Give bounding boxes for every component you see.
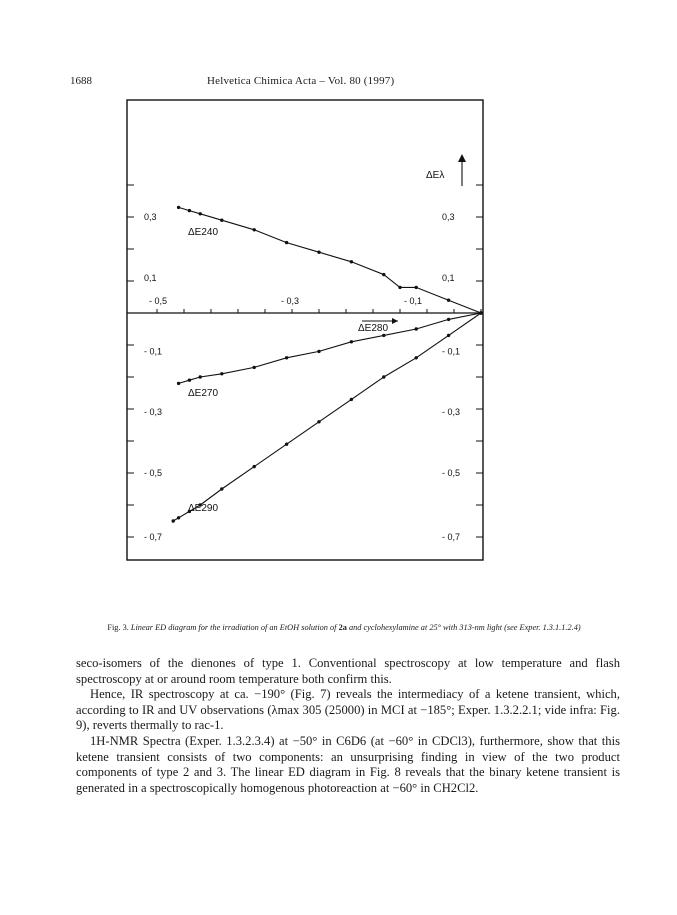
data-point — [447, 318, 450, 321]
series-line-ΔE290 — [173, 313, 481, 521]
data-point — [177, 206, 180, 209]
data-point — [220, 372, 223, 375]
x-axis-arrowhead — [392, 318, 398, 324]
x-axis-label: ΔE280 — [358, 323, 389, 334]
paragraph-1: seco-isomers of the dienones of type 1. Conventional spectroscopy at low temperature and flash spectroscopy at or around room temperature both confirm this. — [76, 656, 620, 686]
plot-labels — [144, 154, 466, 542]
x-tick-label: - 0,1 — [404, 296, 423, 306]
data-point — [253, 366, 256, 369]
y-tick-label-left: - 0,7 — [144, 532, 163, 542]
series-line-ΔE240 — [179, 207, 481, 313]
data-point — [177, 516, 180, 519]
data-point — [220, 487, 223, 490]
data-point — [317, 420, 320, 423]
data-point — [447, 299, 450, 302]
data-point — [199, 375, 202, 378]
data-point — [188, 379, 191, 382]
journal-title: Helvetica Chimica Acta – Vol. 80 (1997) — [207, 75, 395, 87]
data-point — [172, 519, 175, 522]
series-line-ΔE270 — [179, 313, 481, 383]
caption-prefix: Fig. 3. — [107, 623, 129, 632]
plot-frame — [127, 100, 483, 560]
x-tick-label: - 0,3 — [281, 296, 300, 306]
data-point — [285, 443, 288, 446]
series-label: ΔE270 — [188, 388, 219, 399]
y-axis-arrowhead — [458, 154, 466, 162]
data-point — [188, 209, 191, 212]
data-point — [447, 334, 450, 337]
figure-caption — [70, 622, 618, 634]
data-point — [350, 398, 353, 401]
y-tick-label-right: - 0,1 — [442, 346, 461, 357]
data-point — [317, 251, 320, 254]
caption-ref: Exper. 1.3.1.1.2.4) — [519, 623, 581, 632]
page-number: 1688 — [70, 75, 92, 87]
data-point — [415, 286, 418, 289]
data-point — [382, 334, 385, 337]
y-tick-label-right: 0,3 — [442, 212, 455, 222]
data-point — [285, 356, 288, 359]
data-point — [285, 241, 288, 244]
y-tick-label-right: - 0,7 — [442, 532, 461, 542]
data-point — [382, 375, 385, 378]
series-label: ΔE290 — [188, 503, 219, 514]
y-tick-label-right: 0,1 — [442, 272, 455, 283]
y-tick-label-right: - 0,5 — [442, 468, 461, 478]
data-point — [220, 219, 223, 222]
caption-text: Linear ED diagram for the irradiation of an EtOH solution of — [130, 623, 337, 632]
data-point — [177, 382, 180, 385]
plot-axes — [127, 185, 483, 537]
y-tick-label-left: 0,3 — [144, 212, 157, 222]
y-tick-label-left: - 0,1 — [144, 346, 163, 357]
data-point — [253, 465, 256, 468]
series-label: ΔE240 — [188, 227, 219, 238]
body-text — [76, 656, 620, 796]
y-tick-label-left: - 0,5 — [144, 468, 163, 478]
data-point — [398, 286, 401, 289]
caption-compound: 2a — [338, 623, 347, 632]
x-tick-label: - 0,5 — [149, 296, 168, 306]
y-tick-label-left: 0,1 — [144, 272, 157, 283]
data-point — [199, 212, 202, 215]
data-point — [479, 311, 482, 314]
y-tick-label-right: - 0,3 — [442, 407, 461, 418]
data-point — [350, 340, 353, 343]
data-point — [350, 260, 353, 263]
data-point — [415, 327, 418, 330]
data-point — [415, 356, 418, 359]
y-tick-label-left: - 0,3 — [144, 407, 163, 418]
plot-series — [172, 206, 483, 523]
paragraph-2: Hence, IR spectroscopy at ca. −190° (Fig. 7) reveals the intermediacy of a ketene transient, which, according to IR and UV observations (λmax 305 (25000) in MCI at −185°; Exper. 1.3.2.2.1; vide infra: Fig. 9), reverts thermally to rac-1. — [76, 687, 620, 733]
data-point — [253, 228, 256, 231]
y-axis-label: ΔEλ — [426, 170, 445, 181]
data-point — [382, 273, 385, 276]
paragraph-3: 1H-NMR Spectra (Exper. 1.3.2.3.4) at −50° in C6D6 (at −60° in CDCl3), furthermore, show that this ketene transient consists of two components: an unsurprising finding in view of the two product components of type 2 and 3. The linear ED diagram in Fig. 8 reveals that the binary ketene transient is generated in a spectroscopically homogenous photoreaction at −60° in CH2Cl2. — [76, 733, 620, 795]
data-point — [317, 350, 320, 353]
caption-text-2: and cyclohexylamine at 25° with 313-nm light (see — [348, 623, 518, 632]
